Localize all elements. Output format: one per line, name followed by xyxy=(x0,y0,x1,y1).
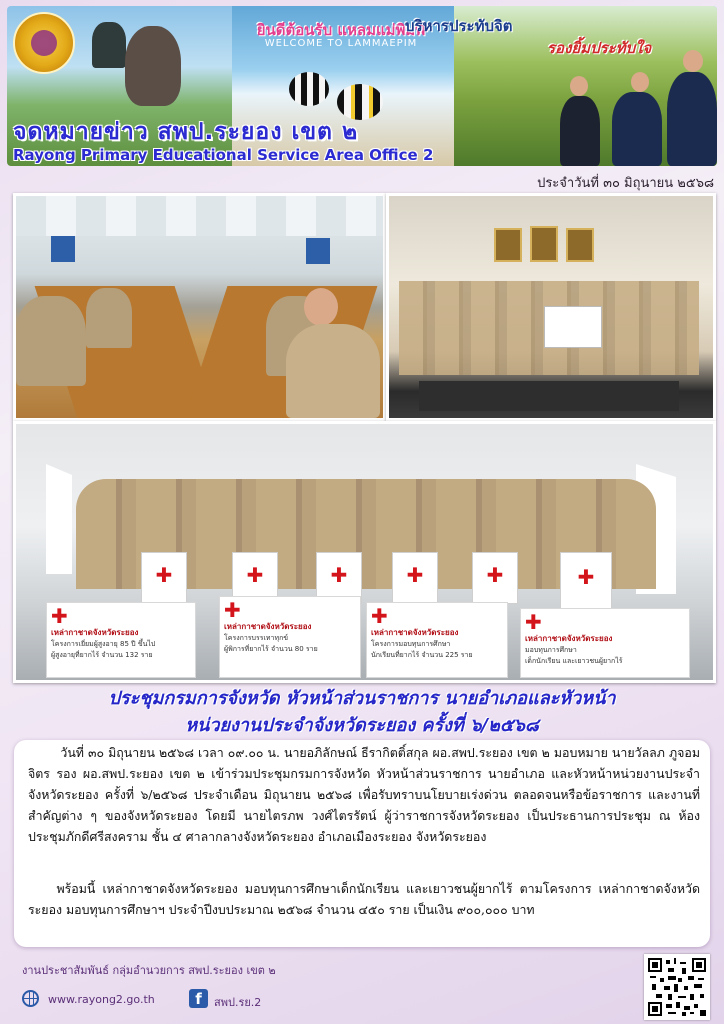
red-cross-donation-photo xyxy=(13,421,716,683)
facebook-icon[interactable]: f xyxy=(189,989,208,1008)
red-cross-icon: ✚ xyxy=(525,610,542,634)
headline-line-2: หน่วยงานประจำจังหวัดระยอง ครั้งที่ ๖/๒๕๖๘ xyxy=(185,715,539,736)
logo-emblem-icon xyxy=(31,30,57,56)
portrait-frame xyxy=(530,226,558,262)
sign-line: ผู้สูงอายุที่ยากไร้ จำนวน 132 ราย xyxy=(51,651,153,659)
angelfish-sculpture xyxy=(289,72,329,106)
red-cross-icon: ✚ xyxy=(371,604,388,628)
red-cross-icon: ✚ xyxy=(51,604,68,628)
executive-figure xyxy=(667,72,717,166)
sign-line: มอบทุนการศึกษา xyxy=(525,646,577,654)
attendee-face xyxy=(304,288,338,326)
gift-bag: ✚ xyxy=(472,552,518,604)
sign-line: เด็กนักเรียน และเยาวชนผู้ยากไร้ xyxy=(525,657,623,665)
ceiling xyxy=(16,196,383,236)
slogan-line-2: รองยิ้มประทับใจ xyxy=(547,39,652,57)
gift-bag: ✚ xyxy=(316,552,362,604)
qr-code-graphic xyxy=(646,956,708,1018)
sign-header: เหล่ากาชาดจังหวัดระยอง xyxy=(51,628,139,637)
red-cross-icon: ✚ xyxy=(224,598,241,622)
gift-bag: ✚ xyxy=(232,552,278,604)
attendee xyxy=(86,288,132,348)
qr-code[interactable] xyxy=(644,954,710,1020)
globe-equator xyxy=(24,998,37,999)
gift-bag: ✚ xyxy=(560,552,612,610)
screen xyxy=(51,236,75,262)
donation-sign xyxy=(520,608,690,678)
front-table xyxy=(419,381,679,411)
newsletter-title-en: Rayong Primary Educational Service Area Office 2 xyxy=(13,146,434,164)
website-link[interactable]: www.rayong2.go.th xyxy=(48,993,155,1006)
gift-bag: ✚ xyxy=(392,552,438,604)
globe-icon xyxy=(22,990,39,1007)
facebook-page-link[interactable]: สพป.รย.2 xyxy=(214,996,262,1009)
sign-line: โครงการมอบทุนการศึกษา xyxy=(371,640,451,648)
donation-sign xyxy=(219,596,361,678)
executive-face xyxy=(631,72,649,92)
sign-header: เหล่ากาชาดจังหวัดระยอง xyxy=(525,634,613,643)
sign-line: โครงการบรรเทาทุกข์ xyxy=(224,634,289,642)
red-cross-flag xyxy=(46,464,72,574)
group-stage-photo xyxy=(386,193,716,421)
pr-credit: งานประชาสัมพันธ์ กลุ่มอำนวยการ สพป.ระยอง เขต ๒ xyxy=(22,964,276,977)
sign-header: เหล่ากาชาดจังหวัดระยอง xyxy=(224,622,312,631)
sign-line: นักเรียนที่ยากไร้ จำนวน 225 ราย xyxy=(371,651,473,659)
statue-figure-image xyxy=(125,26,181,106)
portrait-frame xyxy=(494,228,522,262)
donation-sign xyxy=(366,602,508,678)
welcome-sign-text: ยินดีต้อนรับ แหลมแม่พิมพ์ xyxy=(256,21,426,39)
newsletter-title: จดหมายข่าว สพป.ระยอง เขต ๒ xyxy=(13,119,359,145)
slogan-line-1: บริหารประทับจิต xyxy=(405,17,513,35)
gift-bag: ✚ xyxy=(141,552,187,604)
sign-line: ผู้พิการที่ยากไร้ จำนวน 80 ราย xyxy=(224,645,318,653)
header-banner xyxy=(7,6,717,166)
executive-figure xyxy=(612,92,662,166)
article-body xyxy=(14,740,710,947)
donation-board xyxy=(544,306,602,348)
welcome-sign-subtext: WELCOME TO LAMMAEPIM xyxy=(264,38,418,49)
executive-figure xyxy=(560,96,600,166)
article-paragraph-1: วันที่ ๓๐ มิถุนายน ๒๕๖๘ เวลา ๐๙.๐๐ น. นายอภิลักษณ์ ธีรากิตติ์สกุล ผอ.สพป.ระยอง เขต ๒ มอบหมาย นายวัลลภ ภูจอมจิตร รอง ผอ.สพป.ระยอง เขต ๒ เข้าร่วมประชุมกรมการจังหวัด หัวหน้าส่วนราชการ นายอำเภอ และหัวหน้าหน่วยงานประจำจังหวัดระยอง ครั้งที่ ๖/๒๕๖๘ ประจำเดือน มิถุนายน ๒๕๖๘ เพื่อรับทราบนโยบายเร่งด่วน ตลอดจนหรือข้อราชการ และงานที่สำคัญต่าง ๆ ของจังหวัดระยอง โดยมี นายไตรภพ วงศ์ไตรรัตน์ ผู้ว่าราชการจังหวัดระยอง เป็นประธานการประชุม ณ ห้องประชุมภักดีศรีสงคราม ชั้น ๔ ศาลากลางจังหวัดระยอง อำเภอเมืองระยอง จังหวัดระยอง xyxy=(28,745,700,844)
executive-face xyxy=(570,76,588,96)
sign-line: โครงการเยี่ยมผู้สูงอายุ 85 ปี ขึ้นไป xyxy=(51,640,156,648)
portrait-frame xyxy=(566,228,594,262)
attendee xyxy=(16,296,86,386)
screen xyxy=(306,238,330,264)
article-paragraph-2: พร้อมนี้ เหล่ากาชาดจังหวัดระยอง มอบทุนการศึกษาเด็กนักเรียน และเยาวชนผู้ยากไร้ ตามโครงการ เหล่ากาชาดจังหวัดระยอง มอบทุนการศึกษาฯ ประจำปีงบประมาณ ๒๕๖๘ จำนวน ๔๕๐ ราย เป็นเงิน ๙๐๐,๐๐๐ บาท xyxy=(28,881,700,917)
donation-sign xyxy=(46,602,196,678)
meeting-room-photo xyxy=(13,193,386,421)
headline-line-1: ประชุมกรมการจังหวัด หัวหน้าส่วนราชการ นายอำเภอและหัวหน้า xyxy=(108,688,616,709)
obec-logo xyxy=(13,12,75,74)
issue-date: ประจำวันที่ ๓๐ มิถุนายน ๒๕๖๘ xyxy=(537,176,714,191)
sign-header: เหล่ากาชาดจังหวัดระยอง xyxy=(371,628,459,637)
executive-face xyxy=(683,50,703,72)
deputy-director-figure xyxy=(286,324,380,418)
statue-image xyxy=(92,22,126,68)
